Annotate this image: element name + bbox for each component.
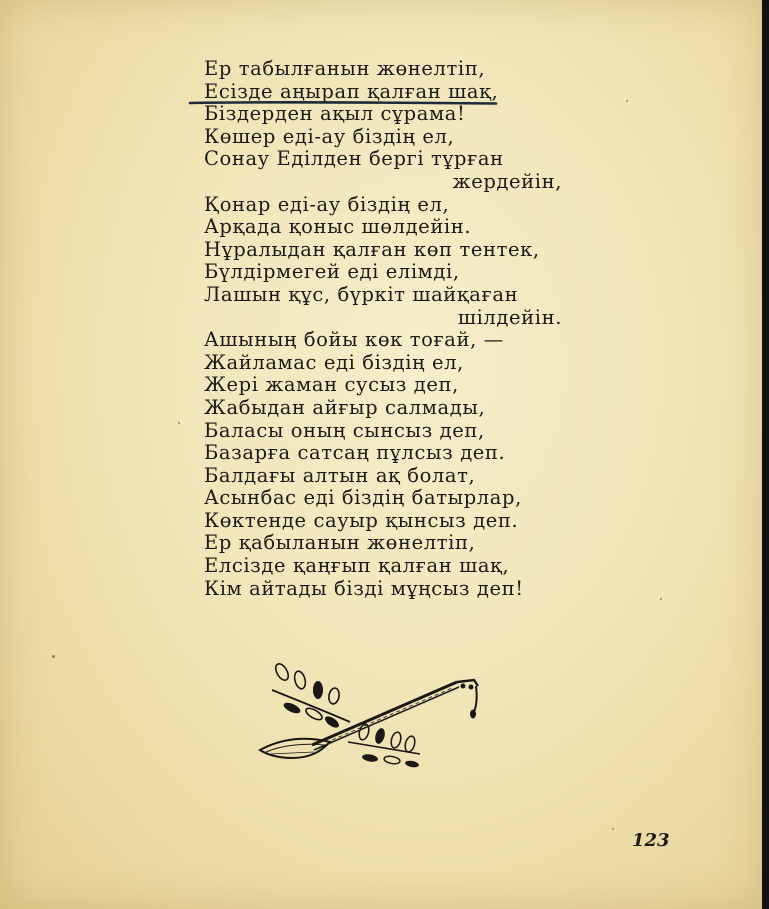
poem-line: Сонау Еділден бергі тұрған [204,147,504,171]
paper-speck [178,422,180,424]
page-number: 123 [632,830,670,851]
paper-speck [52,655,55,658]
poem-line: Жабыдан айғыр салмады, [204,395,486,419]
poem-line: Бүлдірмегей еді елімді, [204,260,460,284]
poem-line: Елсізде қаңғып қалған шақ, [204,554,510,578]
paper-speck [626,100,628,102]
poem-line-continuation: жердейін, [452,169,562,193]
scan-edge [762,0,769,909]
poem-line: Арқада қоныс шөлдейін. [204,215,472,239]
poem-line: Балдағы алтын ақ болат, [204,463,476,487]
poem-line: Көшер еді-ау біздің ел, [204,124,455,148]
poem-text [204,58,564,600]
poem-line: Қонар еді-ау біздің ел, [204,192,450,216]
poem-line: Ер қабыланын жөнелтіп, [204,531,476,555]
paper-speck [612,828,614,830]
poem-line: Есізде аңырап қалған шақ, [204,79,499,103]
poem-line: Ер табылғанын жөнелтіп, [204,57,486,80]
poem-line: Жайламас еді біздің ел, [204,350,464,374]
poem-line: Лашын құс, бүркіт шайқаған [204,282,519,306]
poem-line: Асынбас еді біздің батырлар, [204,486,522,510]
poem-line: Нұралыдан қалған көп тентек, [204,237,540,261]
poem-line-continuation: шілдейін. [457,305,562,329]
poem-line: Жері жаман сусыз деп, [204,373,459,397]
poem-line: Базарға сатсаң пұлсыз деп. [204,441,506,465]
poem-line: Баласы оның сынсыз деп, [204,418,485,442]
poem-line: Көктенде сауыр қынсыз деп. [204,508,519,532]
poem-line: Біздерден ақыл сұрама! [204,102,466,126]
dombra-with-leaves-icon [252,650,492,775]
poem-line: Кім айтады бізді мұңсыз деп! [204,576,524,600]
poem-line: Ашының бойы көк тоғай, — [204,328,504,352]
pen-underline-mark [188,100,498,106]
paper-speck [660,598,662,600]
